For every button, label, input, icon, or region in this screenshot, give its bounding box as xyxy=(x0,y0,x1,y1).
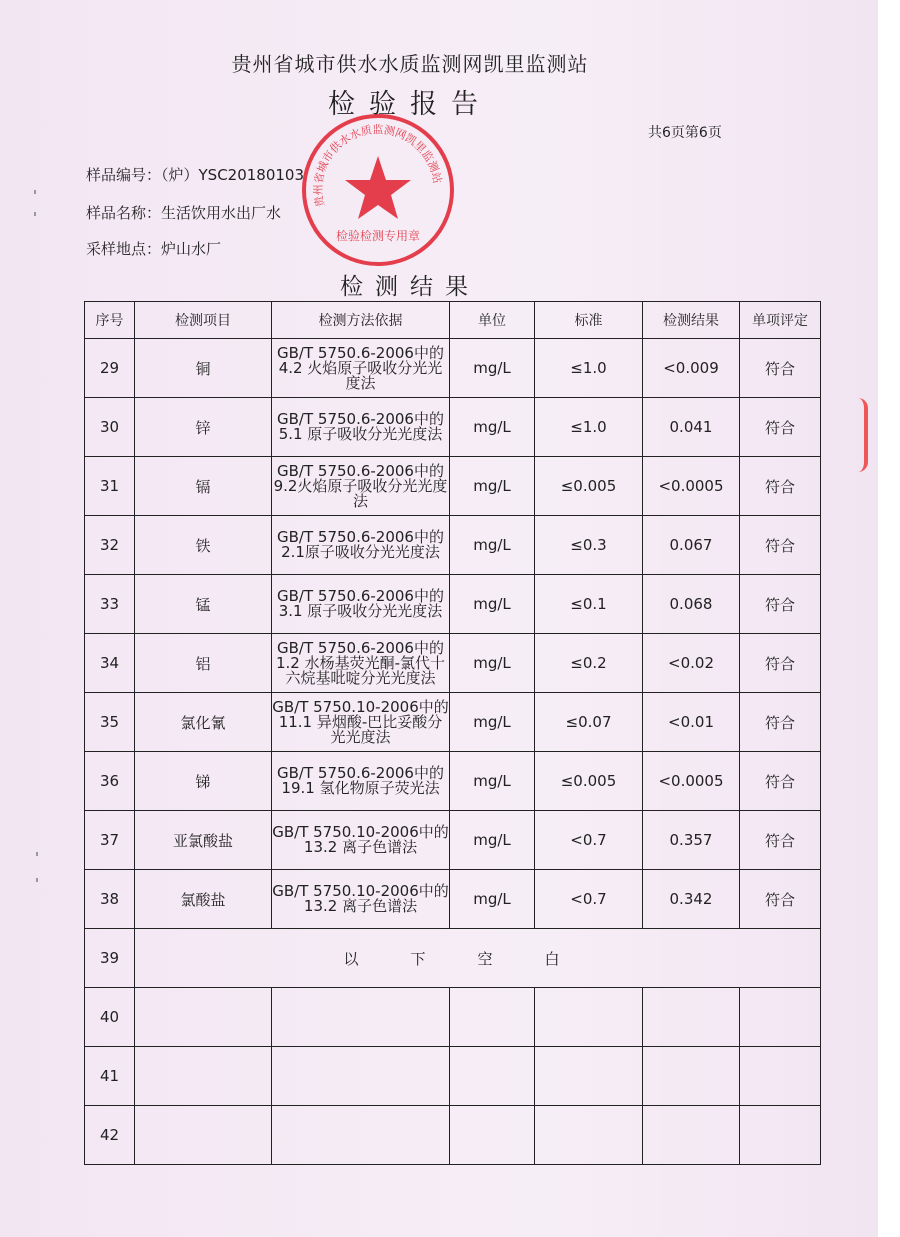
blank-note-row xyxy=(85,929,821,988)
row-standard: ≤0.2 xyxy=(535,634,643,693)
sample-id-value: （炉）YSC20180103 xyxy=(161,166,305,184)
row-unit: mg/L xyxy=(450,811,535,870)
row-item: 氯酸盐 xyxy=(135,870,272,929)
row-result: 0.067 xyxy=(643,516,740,575)
sample-name-line xyxy=(86,202,281,223)
scan-dot xyxy=(36,878,38,882)
row-standard: <0.7 xyxy=(535,811,643,870)
header-method: 检测方法依据 xyxy=(272,302,450,339)
table-row xyxy=(85,339,821,398)
row-verdict: 符合 xyxy=(740,398,821,457)
empty-cell xyxy=(535,988,643,1047)
row-item: 铝 xyxy=(135,634,272,693)
empty-cell xyxy=(643,1047,740,1106)
sample-name-label: 样品名称： xyxy=(86,204,162,222)
page-info: 共6页第6页 xyxy=(648,125,722,141)
row-no: 30 xyxy=(85,398,135,457)
empty-cell xyxy=(272,1106,450,1165)
empty-cell xyxy=(740,1106,821,1165)
row-no: 32 xyxy=(85,516,135,575)
empty-cell xyxy=(272,988,450,1047)
header-unit: 单位 xyxy=(450,302,535,339)
empty-cell xyxy=(740,988,821,1047)
empty-cell xyxy=(740,1047,821,1106)
row-result: 0.068 xyxy=(643,575,740,634)
red-mark xyxy=(858,398,868,472)
row-result: <0.01 xyxy=(643,693,740,752)
row-standard: ≤0.005 xyxy=(535,752,643,811)
organization-name: 贵州省城市供水水质监测网凯里监测站 xyxy=(231,52,589,76)
row-verdict: 符合 xyxy=(740,811,821,870)
sample-site-line xyxy=(86,238,221,259)
empty-row xyxy=(85,1106,821,1165)
row-no: 33 xyxy=(85,575,135,634)
row-standard: ≤1.0 xyxy=(535,339,643,398)
table-row xyxy=(85,575,821,634)
row-item: 镉 xyxy=(135,457,272,516)
row-result: <0.0005 xyxy=(643,457,740,516)
row-unit: mg/L xyxy=(450,693,535,752)
row-verdict: 符合 xyxy=(740,693,821,752)
row-unit: mg/L xyxy=(450,516,535,575)
empty-cell xyxy=(535,1047,643,1106)
row-result: <0.02 xyxy=(643,634,740,693)
empty-cell xyxy=(535,1106,643,1165)
row-unit: mg/L xyxy=(450,457,535,516)
row-result: <0.009 xyxy=(643,339,740,398)
svg-text:检验检测专用章: 检验检测专用章 xyxy=(335,229,421,243)
row-method: GB/T 5750.6-2006中的4.2 火焰原子吸收分光光度法 xyxy=(272,339,450,398)
row-unit: mg/L xyxy=(450,339,535,398)
empty-cell xyxy=(450,1106,535,1165)
row-no: 31 xyxy=(85,457,135,516)
row-verdict: 符合 xyxy=(740,634,821,693)
table-row xyxy=(85,516,821,575)
row-item: 氯化氰 xyxy=(135,693,272,752)
row-verdict: 符合 xyxy=(740,575,821,634)
row-result: 0.357 xyxy=(643,811,740,870)
row-unit: mg/L xyxy=(450,398,535,457)
row-item: 铁 xyxy=(135,516,272,575)
header-standard: 标准 xyxy=(535,302,643,339)
header-result: 检测结果 xyxy=(643,302,740,339)
table-row xyxy=(85,457,821,516)
results-title: 检测结果 xyxy=(340,274,480,300)
row-item: 锰 xyxy=(135,575,272,634)
table-row xyxy=(85,752,821,811)
row-no: 42 xyxy=(85,1106,135,1165)
empty-cell xyxy=(643,988,740,1047)
scan-dot xyxy=(34,190,36,194)
row-no: 40 xyxy=(85,988,135,1047)
table-row xyxy=(85,398,821,457)
sample-site-value: 炉山水厂 xyxy=(161,240,222,258)
empty-cell xyxy=(135,1047,272,1106)
row-item: 锌 xyxy=(135,398,272,457)
sample-id-line xyxy=(86,164,304,185)
row-verdict: 符合 xyxy=(740,870,821,929)
blank-note: 以下空白 xyxy=(135,929,821,988)
row-standard: ≤0.005 xyxy=(535,457,643,516)
row-no: 34 xyxy=(85,634,135,693)
empty-cell xyxy=(643,1106,740,1165)
table-row xyxy=(85,634,821,693)
scan-dot xyxy=(34,212,36,216)
row-verdict: 符合 xyxy=(740,516,821,575)
official-seal-icon xyxy=(300,112,456,268)
row-verdict: 符合 xyxy=(740,457,821,516)
row-unit: mg/L xyxy=(450,870,535,929)
row-method: GB/T 5750.10-2006中的13.2 离子色谱法 xyxy=(272,811,450,870)
header-item: 检测项目 xyxy=(135,302,272,339)
row-method: GB/T 5750.6-2006中的5.1 原子吸收分光光度法 xyxy=(272,398,450,457)
row-method: GB/T 5750.10-2006中的11.1 异烟酸-巴比妥酸分光光度法 xyxy=(272,693,450,752)
row-method: GB/T 5750.6-2006中的1.2 水杨基荧光酮-氯代十六烷基吡啶分光光度法 xyxy=(272,634,450,693)
row-standard: ≤0.1 xyxy=(535,575,643,634)
row-result: 0.041 xyxy=(643,398,740,457)
row-no: 35 xyxy=(85,693,135,752)
table-header-row xyxy=(85,302,821,339)
scan-dot xyxy=(36,852,38,856)
row-item: 亚氯酸盐 xyxy=(135,811,272,870)
row-unit: mg/L xyxy=(450,634,535,693)
row-item: 铜 xyxy=(135,339,272,398)
row-verdict: 符合 xyxy=(740,339,821,398)
row-standard: ≤1.0 xyxy=(535,398,643,457)
row-unit: mg/L xyxy=(450,575,535,634)
empty-cell xyxy=(135,1106,272,1165)
row-method: GB/T 5750.6-2006中的9.2火焰原子吸收分光光度法 xyxy=(272,457,450,516)
empty-row xyxy=(85,988,821,1047)
row-no: 41 xyxy=(85,1047,135,1106)
row-method: GB/T 5750.6-2006中的19.1 氢化物原子荧光法 xyxy=(272,752,450,811)
table-row xyxy=(85,693,821,752)
table-row xyxy=(85,811,821,870)
row-no: 39 xyxy=(85,929,135,988)
results-table xyxy=(84,301,821,1165)
svg-text:贵州省城市供水水质监测网凯里监测站: 贵州省城市供水水质监测网凯里监测站 xyxy=(311,123,444,209)
row-result: <0.0005 xyxy=(643,752,740,811)
report-title: 检验报告 xyxy=(328,89,492,120)
row-no: 29 xyxy=(85,339,135,398)
row-standard: ≤0.3 xyxy=(535,516,643,575)
header-verdict: 单项评定 xyxy=(740,302,821,339)
row-method: GB/T 5750.10-2006中的13.2 离子色谱法 xyxy=(272,870,450,929)
row-unit: mg/L xyxy=(450,752,535,811)
row-no: 36 xyxy=(85,752,135,811)
row-verdict: 符合 xyxy=(740,752,821,811)
table-row xyxy=(85,870,821,929)
empty-cell xyxy=(450,1047,535,1106)
row-standard: <0.7 xyxy=(535,870,643,929)
row-method: GB/T 5750.6-2006中的2.1原子吸收分光光度法 xyxy=(272,516,450,575)
row-standard: ≤0.07 xyxy=(535,693,643,752)
sample-name-value: 生活饮用水出厂水 xyxy=(161,204,282,222)
empty-row xyxy=(85,1047,821,1106)
row-no: 38 xyxy=(85,870,135,929)
row-method: GB/T 5750.6-2006中的3.1 原子吸收分光光度法 xyxy=(272,575,450,634)
row-no: 37 xyxy=(85,811,135,870)
scan-edge xyxy=(878,0,900,1237)
row-item: 锑 xyxy=(135,752,272,811)
empty-cell xyxy=(135,988,272,1047)
empty-cell xyxy=(450,988,535,1047)
sample-site-label: 采样地点： xyxy=(86,240,162,258)
sample-id-label: 样品编号： xyxy=(86,166,162,184)
row-result: 0.342 xyxy=(643,870,740,929)
header-no: 序号 xyxy=(85,302,135,339)
empty-cell xyxy=(272,1047,450,1106)
